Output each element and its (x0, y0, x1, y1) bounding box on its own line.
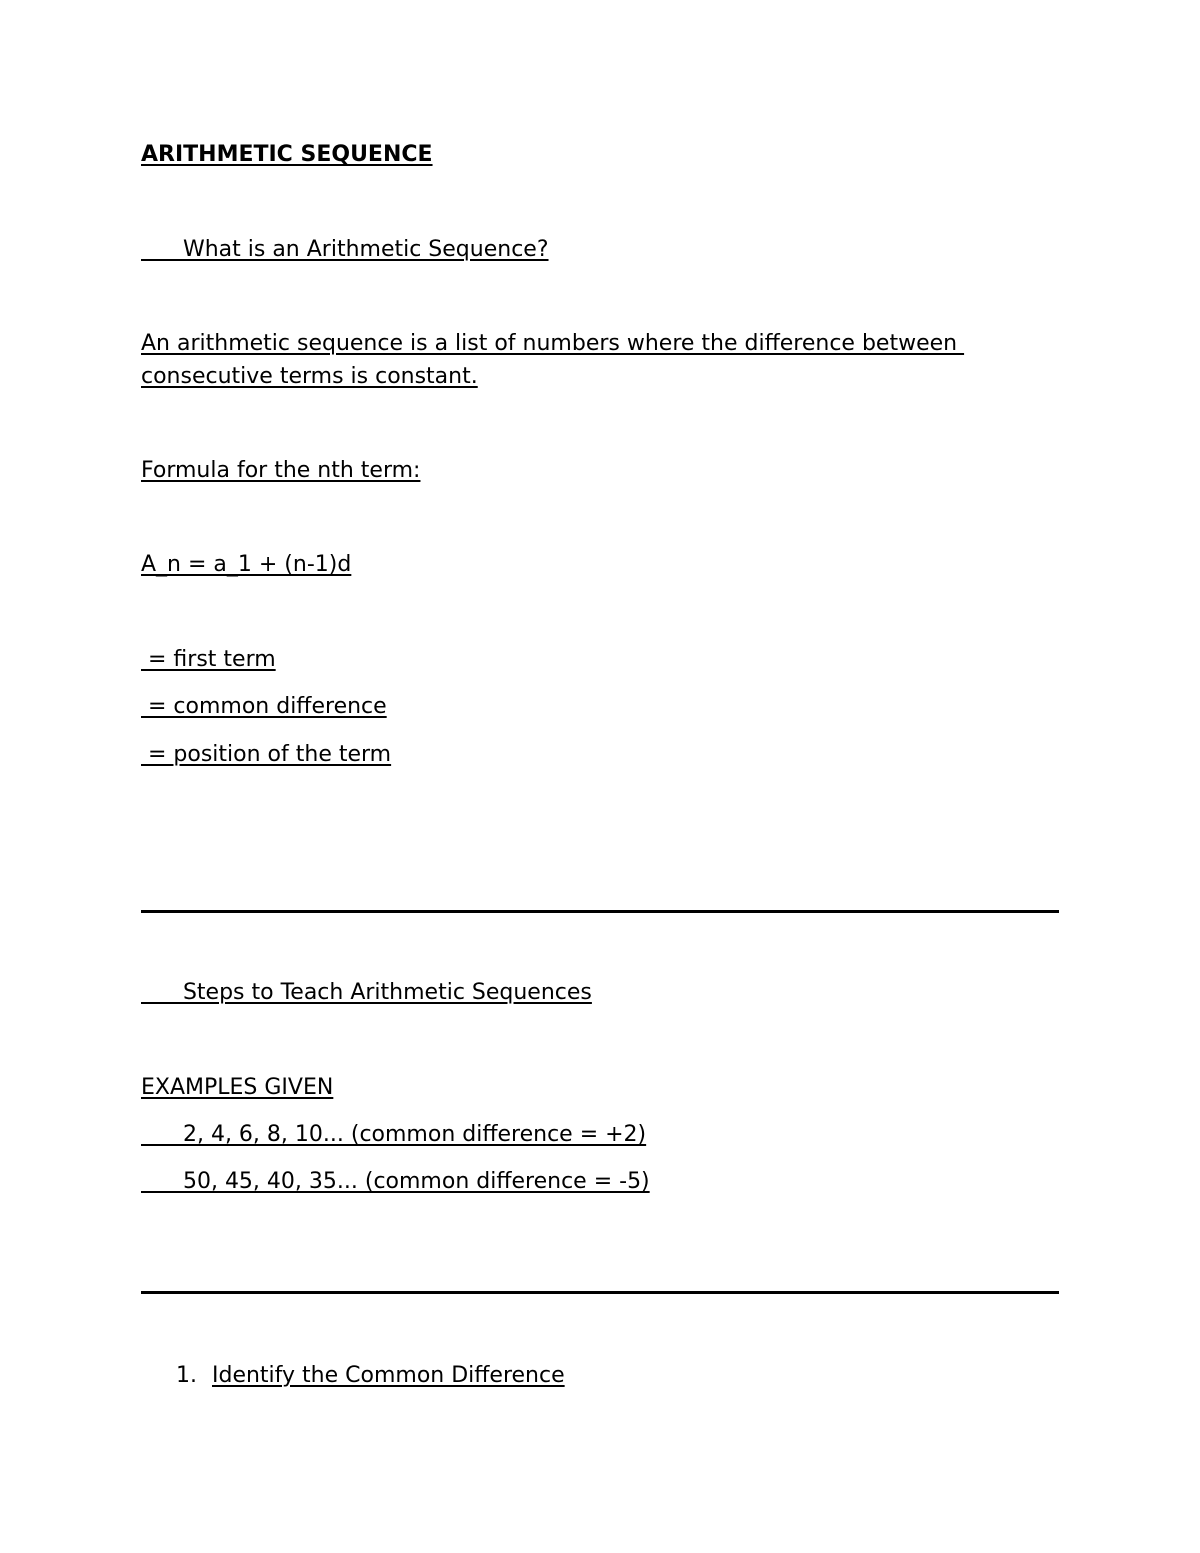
examples-label: EXAMPLES GIVEN (141, 1075, 334, 1100)
variable-position: = position of the term (141, 742, 392, 767)
definition-line-1: An arithmetic sequence is a list of numbers where the difference between (141, 331, 965, 356)
section-heading-what-is: What is an Arithmetic Sequence? (141, 237, 549, 262)
definition-line-2: consecutive terms is constant. (141, 364, 478, 389)
section-heading-steps: Steps to Teach Arithmetic Sequences (141, 980, 592, 1005)
variable-first-term: = first term (141, 647, 276, 672)
formula-label: Formula for the nth term: (141, 458, 421, 483)
formula: A_n = a_1 + (n-1)d (141, 552, 352, 577)
list-number: 1. (176, 1363, 197, 1388)
example-2: 50, 45, 40, 35... (common difference = -5) (141, 1169, 650, 1194)
horizontal-rule (141, 1291, 1059, 1294)
example-1: 2, 4, 6, 8, 10... (common difference = +2) (141, 1122, 647, 1147)
list-item-identify-common-difference: Identify the Common Difference (212, 1363, 565, 1388)
document-title: ARITHMETIC SEQUENCE (141, 142, 433, 167)
horizontal-rule (141, 910, 1059, 913)
variable-common-difference: = common difference (141, 694, 387, 719)
